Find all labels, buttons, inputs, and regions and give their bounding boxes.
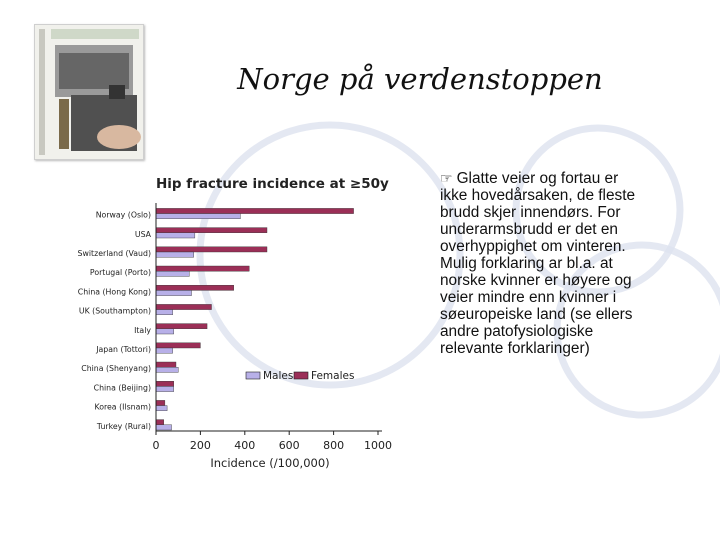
bar-females: [156, 362, 176, 367]
bullet-point: [440, 170, 640, 357]
category-label: China (Shenyang): [81, 364, 151, 374]
bar-males: [156, 310, 173, 315]
x-tick-label: 200: [189, 439, 211, 452]
x-tick-label: 800: [323, 439, 345, 452]
bar-females: [156, 266, 249, 271]
category-label: Japan (Tottori): [96, 345, 151, 354]
bar-males: [156, 233, 195, 238]
bar-females: [156, 228, 267, 233]
bar-males: [156, 425, 172, 430]
slide-title: Norge på verdenstoppen: [237, 62, 603, 96]
bar-males: [156, 290, 192, 295]
x-tick-label: 400: [234, 439, 256, 452]
category-label: Turkey (Rural): [96, 421, 151, 431]
bar-females: [156, 420, 164, 425]
pointing-hand-icon: ☞: [440, 170, 453, 186]
bar-females: [156, 285, 234, 290]
hip-fracture-chart: [60, 165, 405, 475]
bar-females: [156, 400, 165, 405]
bar-females: [156, 208, 354, 213]
bar-females: [156, 324, 207, 329]
category-label: Switzerland (Vaud): [77, 249, 151, 258]
book-cover-thumbnail: [34, 24, 144, 160]
x-axis-label: Incidence (/100,000): [210, 456, 330, 470]
legend-swatch-males: [246, 372, 260, 379]
bar-males: [156, 406, 167, 411]
category-label: UK (Southampton): [78, 306, 151, 316]
bar-males: [156, 271, 189, 276]
legend-swatch-females: [294, 372, 308, 379]
category-label: Korea (Ilsnam): [94, 402, 151, 412]
category-label: China (Beijing): [93, 383, 151, 393]
x-tick-label: 0: [152, 439, 160, 452]
category-label: China (Hong Kong): [77, 287, 151, 297]
bar-females: [156, 343, 200, 348]
bar-males: [156, 386, 174, 391]
bar-males: [156, 329, 174, 334]
bar-males: [156, 367, 178, 372]
category-label: Norway (Oslo): [95, 210, 151, 220]
x-tick-label: 1000: [364, 439, 392, 452]
category-label: Italy: [134, 325, 151, 335]
category-label: USA: [134, 229, 151, 239]
legend-label-males: Males: [263, 370, 294, 382]
x-tick-label: 600: [278, 439, 300, 452]
category-label: Portugal (Porto): [89, 268, 151, 278]
bar-females: [156, 304, 212, 309]
chart-legend: [246, 370, 354, 382]
bullet-text: Glatte veier og fortau er ikke hovedårsaken, de fleste brudd skjer innendørs. For underarmsbrudd er det en overhyppighet om vinteren. Mulig forklaring ar bl.a. at norske kvinner er høyere og veier mindre enn kvinner i søeuropeiske land (se ellers andre patofysiologiske relevante forklaringer): [440, 170, 636, 357]
bar-males: [156, 214, 240, 219]
legend-label-females: Females: [311, 370, 355, 382]
chart-title: Hip fracture incidence at ≥50y: [156, 176, 389, 192]
bar-females: [156, 381, 174, 386]
bar-females: [156, 247, 267, 252]
bar-males: [156, 348, 173, 353]
bar-males: [156, 252, 194, 257]
